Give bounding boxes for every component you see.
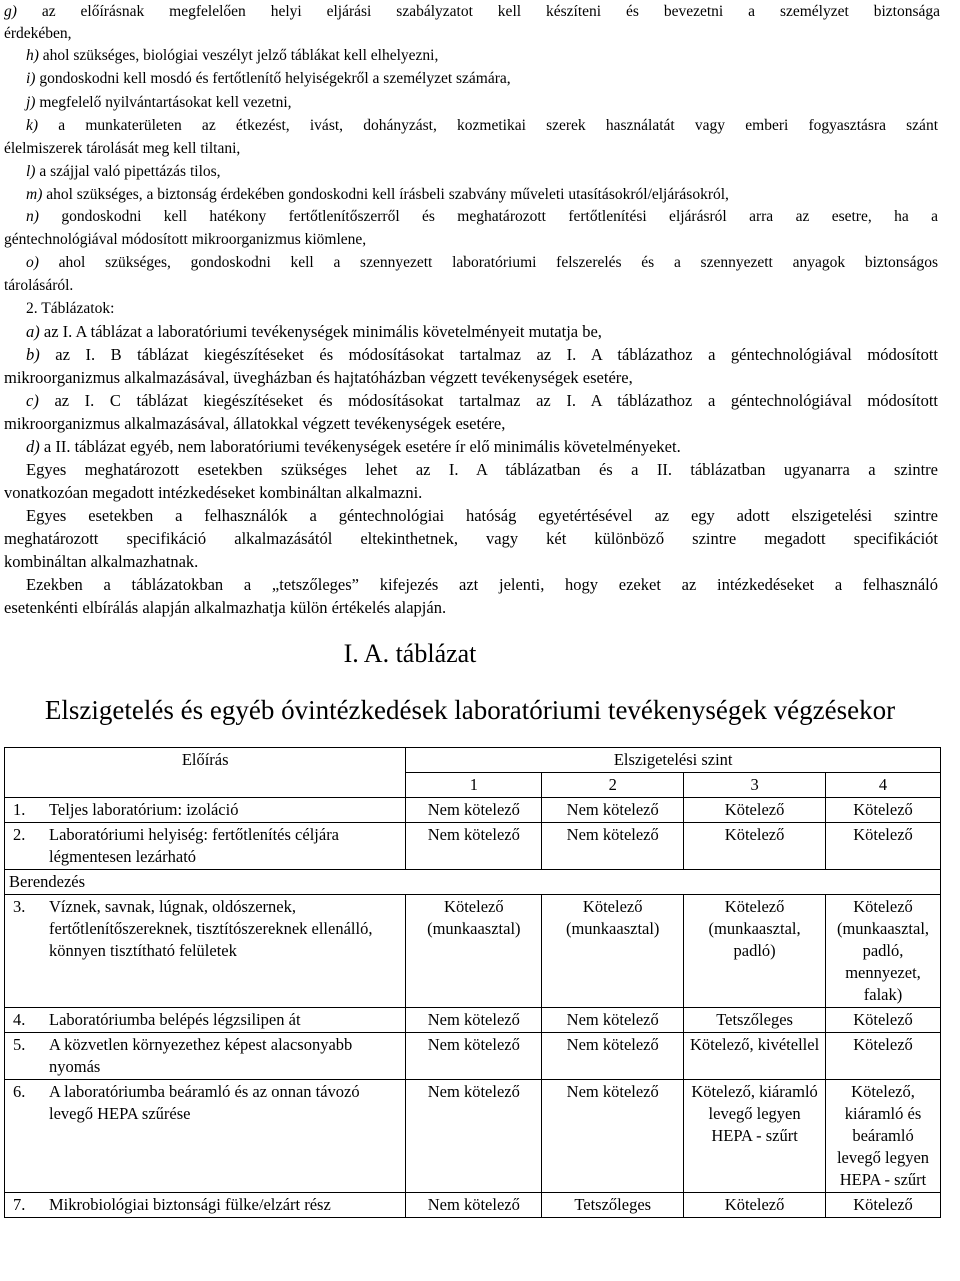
item-g-line1: g) az előírásnak megfelelően helyi eljárási szabályzatot kell készíteni és bevezetni a személyzet biztonsága	[4, 3, 941, 20]
cell: Kötelező (munkaasztal)	[406, 895, 542, 1008]
cell: Tetszőleges	[542, 1193, 684, 1218]
cell: Kötelező	[826, 1193, 941, 1218]
cell: Kötelező	[826, 1008, 941, 1033]
item-d: d) a II. táblázat egyéb, nem laboratóriumi tevékenységek esetére ír elő minimális követelményeket.	[26, 437, 681, 456]
cell: Nem kötelező	[542, 823, 684, 870]
item-a: a) az I. A táblázat a laboratóriumi tevékenységek minimális követelményeit mutatja be,	[26, 322, 602, 341]
table-subtitle: Elszigetelés és egyéb óvintézkedések laboratóriumi tevékenységek végzésekor	[44, 695, 896, 725]
cell: Kötelező	[826, 1033, 941, 1080]
para-2-line3: kombináltan alkalmazhatnak.	[4, 552, 199, 571]
table-row	[5, 1033, 941, 1080]
cell: Kötelező (munkaasztal, padló)	[684, 895, 826, 1008]
cell: Nem kötelező	[542, 798, 684, 823]
level-2: 2	[542, 773, 684, 798]
item-c-line1: c) az I. C táblázat kiegészítéseket és módosításokat tartalmaz az I. A táblázathoz a géntechnológiával módosított	[26, 391, 939, 410]
item-n-line1: n) gondoskodni kell hatékony fertőtlenítőszerről és meghatározott fertőtlenítési eljárásról arra az esetre, ha a	[26, 208, 938, 225]
table-row	[5, 823, 941, 870]
item-k-line1: k) a munkaterületen az étkezést, ivást, dohányzást, kozmetikai szerek használatát vagy emberi fogyasztásra szánt	[26, 117, 938, 134]
cell: Nem kötelező	[406, 823, 542, 870]
cell: Kötelező	[826, 823, 941, 870]
item-k-line2: élelmiszerek tárolását meg kell tiltani,	[4, 140, 241, 157]
row-label: 2. Laboratóriumi helyiség: fertőtlenítés céljára légmentesen lezárható	[5, 823, 406, 870]
requirements-table	[4, 747, 941, 1218]
item-g-line2: érdekében,	[4, 25, 72, 42]
row-label: 7. Mikrobiológiai biztonsági fülke/elzárt rész	[5, 1193, 406, 1218]
level-1: 1	[406, 773, 542, 798]
para-1-line1: Egyes meghatározott esetekben szükséges lehet az I. A táblázatban és a II. táblázatban ugyanarra a szintre	[26, 460, 938, 479]
cell: Nem kötelező	[406, 1008, 542, 1033]
header-requirement: Előírás	[5, 748, 406, 798]
cell: Nem kötelező	[406, 798, 542, 823]
level-4: 4	[826, 773, 941, 798]
table-row	[5, 1193, 941, 1218]
item-m: m) ahol szükséges, a biztonság érdekében gondoskodni kell írásbeli szabvány műveleti utasításokról/eljárásokról,	[26, 186, 729, 203]
row-label: 6. A laboratóriumba beáramló és az onnan távozó levegő HEPA szűrése	[5, 1080, 406, 1193]
table-title: I. A. táblázat	[343, 639, 477, 668]
section-heading: 2. Táblázatok:	[26, 300, 115, 317]
cell: Kötelező, kiáramló és beáramló levegő legyen HEPA - szűrt	[826, 1080, 941, 1193]
item-b-line2: mikroorganizmus alkalmazásával, üvegházban és hajtatóházban végzett tevékenységek esetére,	[4, 368, 633, 387]
group-equipment: Berendezés	[5, 870, 941, 895]
cell: Nem kötelező	[542, 1080, 684, 1193]
cell: Kötelező, kivétellel	[684, 1033, 826, 1080]
item-o-line2: tárolásáról.	[4, 277, 74, 294]
table-row	[5, 1080, 941, 1193]
para-3-line1: Ezekben a táblázatokban a „tetszőleges” kifejezés azt jelenti, hogy ezeket az intézkedéseket a felhasználó	[26, 575, 938, 594]
table-row	[5, 1008, 941, 1033]
item-h: h) ahol szükséges, biológiai veszélyt jelző táblákat kell elhelyezni,	[26, 47, 439, 64]
para-2-line1: Egyes esetekben a felhasználók a géntechnológiai hatóság egyetértésével az egy adott elszigetelési szintre	[26, 506, 938, 525]
item-n-line2: géntechnológiával módosított mikroorganizmus kiömlene,	[4, 231, 367, 248]
row-label: 3. Víznek, savnak, lúgnak, oldószernek, fertőtlenítőszereknek, tisztítószereknek ellenálló, könnyen tisztítható felületek	[5, 895, 406, 1008]
table-row	[5, 895, 941, 1008]
para-3-line2: esetenkénti elbírálás alapján alkalmazhatja külön értékelés alapján.	[4, 598, 447, 617]
table-group-row	[5, 870, 941, 895]
item-i: i) gondoskodni kell mosdó és fertőtlenítő helyiségekről a személyzet számára,	[26, 70, 511, 87]
cell: Nem kötelező	[542, 1008, 684, 1033]
row-label: 5. A közvetlen környezethez képest alacsonyabb nyomás	[5, 1033, 406, 1080]
item-l: l) a szájjal való pipettázás tilos,	[26, 163, 221, 180]
item-b-line1: b) az I. B táblázat kiegészítéseket és módosításokat tartalmaz az I. A táblázathoz a géntechnológiával módosított	[26, 345, 939, 364]
item-j: j) megfelelő nyilvántartásokat kell vezetni,	[26, 94, 292, 111]
table-row	[5, 798, 941, 823]
table-header-row	[5, 748, 941, 773]
cell: Nem kötelező	[406, 1193, 542, 1218]
row-label: 4. Laboratóriumba belépés légzsilipen át	[5, 1008, 406, 1033]
para-2-line2: meghatározott specifikáció alkalmazásától eltekinthetnek, vagy két különböző szintre megadott specifikációt	[4, 529, 938, 548]
cell: Kötelező (munkaasztal, padló, mennyezet, falak)	[826, 895, 941, 1008]
cell: Kötelező	[826, 798, 941, 823]
cell: Kötelező	[684, 1193, 826, 1218]
row-label: 1. Teljes laboratórium: izoláció	[5, 798, 406, 823]
cell: Kötelező	[684, 798, 826, 823]
cell: Kötelező (munkaasztal)	[542, 895, 684, 1008]
level-3: 3	[684, 773, 826, 798]
cell: Kötelező, kiáramló levegő legyen HEPA - szűrt	[684, 1080, 826, 1193]
header-containment-level: Elszigetelési szint	[406, 748, 941, 773]
cell: Nem kötelező	[542, 1033, 684, 1080]
cell: Kötelező	[684, 823, 826, 870]
item-c-line2: mikroorganizmus alkalmazásával, állatokkal végzett tevékenységek esetére,	[4, 414, 506, 433]
cell: Nem kötelező	[406, 1033, 542, 1080]
cell: Tetszőleges	[684, 1008, 826, 1033]
para-1-line2: vonatkozóan megadott intézkedéseket kombináltan alkalmazni.	[4, 483, 423, 502]
item-o-line1: o) ahol szükséges, gondoskodni kell a szennyezett laboratóriumi felszerelés és a szennyezett anyagok biztonságos	[26, 254, 939, 271]
cell: Nem kötelező	[406, 1080, 542, 1193]
